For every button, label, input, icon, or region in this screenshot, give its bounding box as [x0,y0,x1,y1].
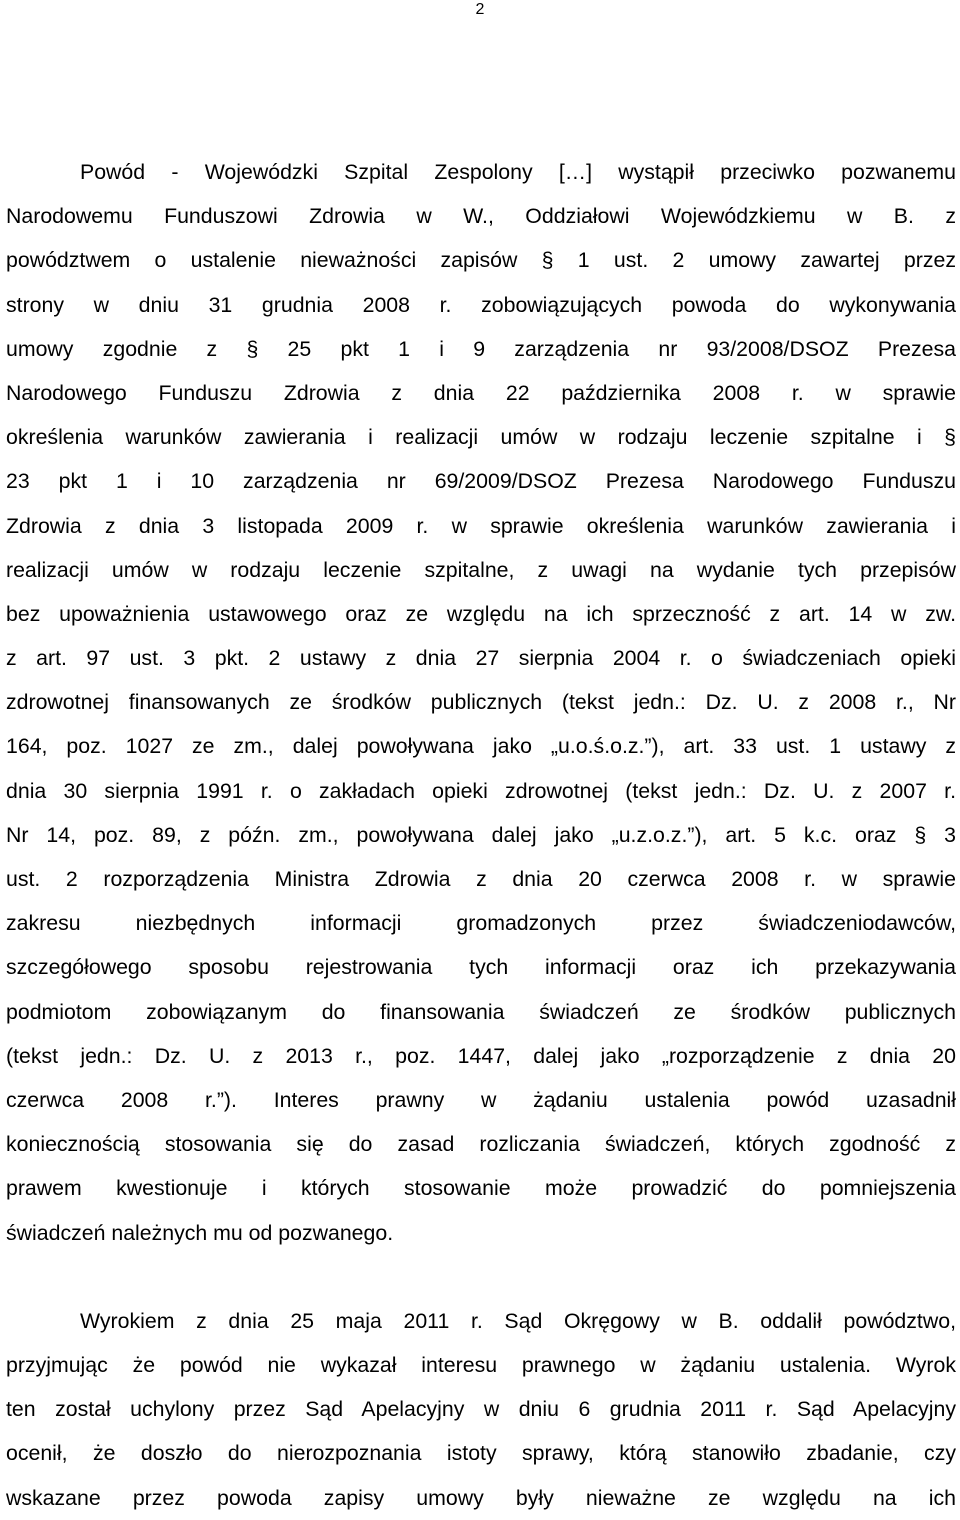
text-line: określenia warunków zawierania i realizacji umów w rodzaju leczenie szpitalne i § [6,425,956,450]
text-line: Narodowemu Funduszowi Zdrowia w W., Oddziałowi Wojewódzkiemu w B. z [6,204,956,229]
text-line: przyjmując że powód nie wykazał interesu prawnego w żądaniu ustalenia. Wyrok [6,1353,956,1378]
text-line: (tekst jedn.: Dz. U. z 2013 r., poz. 1447, dalej jako „rozporządzenie z dnia 20 [6,1043,956,1068]
text-line: prawem kwestionuje i których stosowanie może prowadzić do pomniejszenia [6,1176,956,1201]
text-line: bez upoważnienia ustawowego oraz ze względu na ich sprzeczność z art. 14 w zw. [6,601,956,626]
text-line: wskazane przez powoda zapisy umowy były nieważne ze względu na ich [6,1485,956,1510]
text-line: Wyrokiem z dnia 25 maja 2011 r. Sąd Okręgowy w B. oddalił powództwo, [80,1308,956,1333]
text-line: ocenił, że doszło do nierozpoznania istoty sprawy, którą stanowiło zbadanie, czy [6,1441,956,1466]
paragraph-1 [6,150,956,1255]
text-line: Narodowego Funduszu Zdrowia z dnia 22 października 2008 r. w sprawie [6,380,956,405]
document-body [6,150,956,1520]
page-number: 2 [475,1,485,18]
text-line: czerwca 2008 r.”). Interes prawny w żądaniu ustalenia powód uzasadnił [6,1087,956,1112]
text-line: szczegółowego sposobu rejestrowania tych informacji oraz ich przekazywania [6,955,956,980]
text-line: zakresu niezbędnych informacji gromadzonych przez świadczeniodawców, [6,911,956,936]
text-line: z art. 97 ust. 3 pkt. 2 ustawy z dnia 27 sierpnia 2004 r. o świadczeniach opieki [6,646,956,671]
text-line: zdrowotnej finansowanych ze środków publicznych (tekst jedn.: Dz. U. z 2008 r., Nr [6,690,956,715]
text-line: strony w dniu 31 grudnia 2008 r. zobowiązujących powoda do wykonywania [6,292,956,317]
text-line: powództwem o ustalenie nieważności zapisów § 1 ust. 2 umowy zawartej przez [6,248,956,273]
text-line: ten został uchylony przez Sąd Apelacyjny w dniu 6 grudnia 2011 r. Sąd Apelacyjny [6,1397,956,1422]
text-line: świadczeń należnych mu od pozwanego. [6,1220,394,1245]
text-line: Nr 14, poz. 89, z późn. zm., powoływana dalej jako „u.z.o.z.”), art. 5 k.c. oraz § 3 [6,822,956,847]
text-line: Powód - Wojewódzki Szpital Zespolony […] wystąpił przeciwko pozwanemu [80,160,956,184]
text-line: Zdrowia z dnia 3 listopada 2009 r. w sprawie określenia warunków zawierania i [6,513,956,538]
text-line: koniecznością stosowania się do zasad rozliczania świadczeń, których zgodność z [6,1132,956,1157]
text-line: umowy zgodnie z § 25 pkt 1 i 9 zarządzenia nr 93/2008/DSOZ Prezesa [6,336,956,361]
text-line: 164, poz. 1027 ze zm., dalej powoływana jako „u.o.ś.o.z.”), art. 33 ust. 1 ustawy z [6,734,956,759]
text-line: podmiotom zobowiązanym do finansowania świadczeń ze środków publicznych [6,999,956,1024]
text-line: dnia 30 sierpnia 1991 r. o zakładach opieki zdrowotnej (tekst jedn.: Dz. U. z 2007 r. [6,778,956,803]
text-line: ust. 2 rozporządzenia Ministra Zdrowia z dnia 20 czerwca 2008 r. w sprawie [6,867,956,891]
text-line: 23 pkt 1 i 10 zarządzenia nr 69/2009/DSOZ Prezesa Narodowego Funduszu [6,469,956,494]
text-line: realizacji umów w rodzaju leczenie szpitalne, z uwagi na wydanie tych przepisów [6,557,956,582]
paragraph-gap [6,1255,956,1299]
